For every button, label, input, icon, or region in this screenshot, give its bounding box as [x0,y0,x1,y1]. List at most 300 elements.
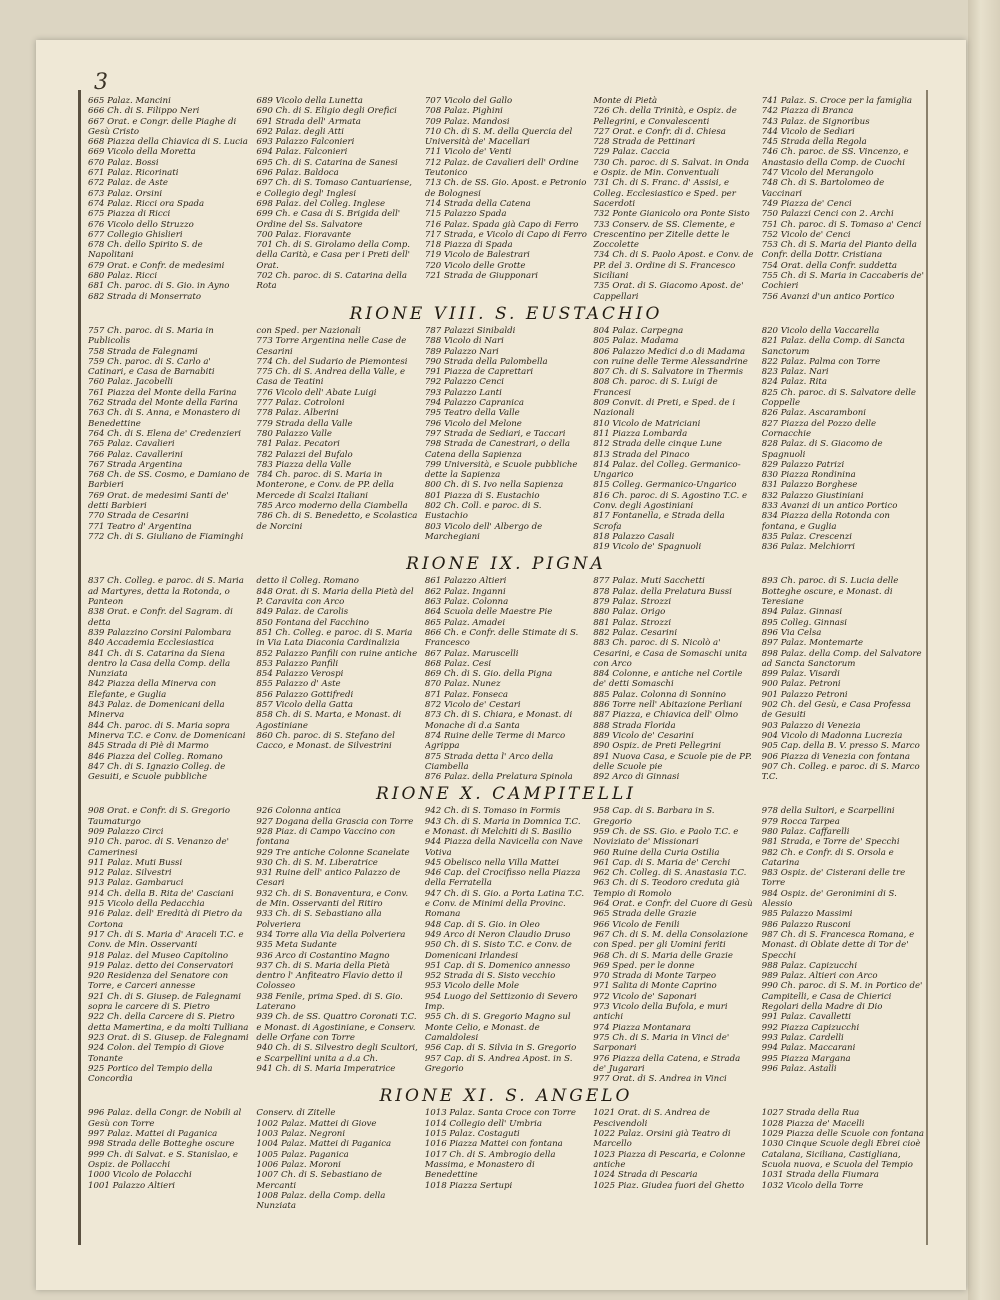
index-entry: 697 Ch. di S. Tomaso Cantuariense, e Collegio degl' Inglesi [256,178,413,199]
index-entry: 1031 Strada della Fiumara [761,1170,879,1181]
index-entry: 882 Palaz. Cesarini [593,627,678,638]
index-entry: 844 Ch. paroc. di S. Maria sopra Minerva T.C. e Conv. de Domenicani [88,720,246,741]
section-block [88,806,924,1084]
index-entry: 938 Fenile, prima Sped. di S. Gio. Laterano [256,991,403,1013]
index-column [593,576,755,782]
index-entry: 756 Avanzi d'un antico Portico [761,291,895,302]
index-entry: 853 Palazzo Panfili [256,658,339,669]
index-entry: 984 Ospiz. de' Geronimini di S. Alessio [761,888,897,910]
index-entry: 820 Vicolo della Vaccarella [761,325,880,336]
index-entry: 884 Colonne, e antiche nel Cortile de' detti Somaschi [593,669,743,690]
index-entry: 730 Ch. paroc. di S. Salvat. in Onda e Ospiz. de Min. Conventuali [593,157,750,179]
index-entry: 769 Orat. de medesimi Santi de' detti Barbieri [88,490,229,511]
index-entry: 832 Palazzo Giustiniani [761,490,864,501]
section-block [88,576,924,782]
index-entry: 734 Ch. di S. Paolo Apost. e Conv. de PP. del 3. Ordine di S. Francesco Siciliani [593,250,754,282]
index-entry: 922 Ch. della Carcere di S. Pietro detta Mamertina, e da molti Tulliana [88,1012,249,1033]
index-entry: 784 Ch. paroc. di S. Maria in Monterone, e Conv. de PP. della Mercede di Scalzi Italiani [256,470,395,501]
index-entry: 867 Palaz. Maruscelli [424,648,519,659]
index-entry: 986 Palazzo Rusconi [761,919,851,930]
index-entry: 726 Ch. della Trinità, e Ospiz. de Pellegrini, e Convalescenti [593,106,737,127]
index-entry: 812 Strada delle cinque Lune [593,439,722,450]
index-entry: 716 Palaz. Spada già Capo di Ferro [424,219,579,230]
index-entry: 911 Palaz. Muti Bussi [88,857,183,868]
index-entry: 866 Ch. e Confr. delle Stimate di S. Francesco [424,627,579,649]
index-entry: 918 Palaz. del Museo Capitolino [88,950,229,961]
index-entry: 864 Scuola delle Maestre Pie [424,607,553,618]
index-entry: 960 Ruine della Curia Ostilia [593,847,720,858]
index-entry: 998 Strada delle Botteghe oscure [88,1139,235,1150]
index-entry: 816 Ch. paroc. di S. Agostino T.C. e Conv. degli Agostiniani [593,490,748,511]
index-entry: 768 Ch. de SS. Cosmo, e Damiano de Barbieri [88,470,250,491]
index-entry: 970 Strada di Monte Tarpeo [593,971,717,982]
index-entry: 993 Palaz. Cardelli [761,1032,844,1043]
index-entry: 676 Vicolo dello Struzzo [88,219,194,230]
index-entry: 855 Palazzo d' Aste [256,679,341,690]
index-entry: 965 Strada delle Grazie [593,909,697,920]
index-entry: 874 Ruine delle Terme di Marco Agrippa [424,730,566,752]
index-entry: 753 Ch. di S. Maria del Pianto della Confr. della Dottr. Cristiana [761,240,917,261]
index-entry: 868 Palaz. Cesi [424,658,492,669]
index-entry: 846 Piazza del Colleg. Romano [88,751,223,762]
index-entry: 932 Ch. di S. Bonaventura, e Conv. de Min. Osservanti del Ritiro [256,888,409,910]
index-entry: 717 Strada, e Vicolo di Capo di Ferro [424,229,587,240]
index-entry: 877 Palaz. Muti Sacchetti [593,576,705,587]
index-entry: 862 Palaz. Inganni [424,586,506,597]
index-entry: 758 Strada de Falegnami [88,346,198,357]
index-entry: 940 Ch. di S. Silvestro degli Scultori, e Scarpellini unita a d.a Ch. [256,1043,418,1064]
index-entry: 860 Ch. paroc. di S. Stefano del Cacco, e Monast. de Silvestrini [256,730,395,752]
index-entry: 674 Palaz. Ricci ora Spada [88,198,205,209]
index-column [762,96,924,302]
index-column [762,806,924,1084]
index-entry: 996 Palaz. della Congr. de Nobili al Gesù con Torre [88,1108,242,1129]
index-entry: 696 Palaz. Baldoca [256,168,339,179]
section-title: RIONE XI. S. ANGELO [379,1086,633,1107]
index-entry: 936 Arco di Costantino Magno [256,950,390,961]
index-entry: 841 Ch. di S. Catarina da Siena dentro la Casa della Comp. della Nunziata [88,648,231,680]
index-entry: 925 Portico del Tempio della Concordia [88,1063,213,1085]
index-entry: 927 Dogana della Grascia con Torre [256,816,414,827]
index-entry: 919 Palaz. detto dei Conservatori [88,960,234,971]
index-entry: 678 Ch. dello Spirito S. de Napolitani [88,240,203,261]
index-entry: 792 Palazzo Cenci [424,377,505,388]
index-column [425,806,587,1084]
index-entry: 818 Palazzo Casali [593,531,675,542]
index-entry: 671 Palaz. Ricorinati [88,168,179,179]
index-entry: 667 Orat. e Congr. delle Piaghe di Gesù Cristo [88,116,237,137]
index-entry: 857 Vicolo della Gatta [256,700,353,711]
index-entry: 741 Palaz. S. Croce per la famiglia [761,96,913,106]
index-column [256,576,418,782]
index-entry: 907 Ch. Colleg. e paroc. di S. Marco T.C. [761,761,920,783]
index-entry: 808 Ch. paroc. di S. Luigi de Francesi [593,377,718,398]
index-entry: 803 Vicolo dell' Albergo de Marchegiani [424,521,543,542]
index-entry: 956 Cap. di S. Silvia in S. Gregorio [424,1043,577,1054]
index-entry: 839 Palazzino Corsini Palombara [88,627,232,638]
index-column [88,96,250,302]
index-entry: 780 Palazzo Valle [256,428,333,439]
index-entry: 895 Colleg. Ginnasi [761,617,848,628]
index-entry: 835 Palaz. Crescenzi [761,531,853,542]
index-entry: 883 Ch. paroc. di S. Nicolò a' Cesarini, e Casa de Somaschi unita con Arco [593,638,748,669]
index-entry: 996 Palaz. Astalli [761,1063,837,1074]
index-entry: 701 Ch. di S. Girolamo della Comp. della Carità, e Casa per i Preti dell' Orat. [256,240,411,271]
index-column [88,326,250,553]
section-title: RIONE IX. PIGNA [406,554,606,575]
index-entry: 672 Palaz. de Aste [88,178,168,189]
index-entry: 1015 Palaz. Costaguti [424,1129,520,1140]
index-entry: 679 Orat. e Confr. de medesimi [88,260,225,271]
index-entry: Conserv. di Zitelle [256,1108,336,1119]
index-entry: 669 Vicolo della Moretta [88,147,196,158]
index-entry: 775 Ch. di S. Andrea della Valle, e Casa de Teatini [256,367,406,388]
index-entry: 964 Orat. e Confr. del Cuore di Gesù [593,899,753,910]
index-entry: 941 Ch. di S. Maria Imperatrice [256,1063,396,1074]
index-entry: 899 Palaz. Visardi [761,669,840,680]
index-entry: 909 Palazzo Circi [88,827,164,837]
index-column [256,806,418,1084]
index-entry: 762 Strada del Monte della Farina [88,398,238,409]
index-entry: 966 Vicolo de Fenili [593,919,680,930]
section-title: RIONE VIII. S. EUSTACHIO [349,303,663,324]
index-entry: 939 Ch. de SS. Quattro Coronati T.C. e Monast. di Agostiniane, e Conserv. delle Orfane con Torre [256,1012,417,1043]
index-entry: 836 Palaz. Melchiorri [761,542,856,553]
index-entry: 979 Rocca Tarpea [761,816,840,827]
index-column [593,96,755,302]
index-entry: 921 Ch. di S. Giusep. de Falegnami sopra le carcere di S. Pietro [88,991,242,1013]
index-entry: 710 Ch. di S. M. della Quercia del Università de' Macellari [424,126,573,148]
index-entry: 680 Palaz. Ricci [88,271,158,282]
index-entry: 840 Accademia Ecclesiastica [88,638,214,649]
index-entry: 865 Palaz. Amadei [424,617,506,628]
index-entry: con Sped. per Nazionali [256,325,361,336]
index-entry: 992 Piazza Capizucchi [761,1022,860,1033]
index-entry: 1006 Palaz. Moroni [256,1159,341,1170]
index-entry: 975 Ch. di S. Maria in Vinci de' Sarponari [593,1032,730,1054]
index-column [593,806,755,1084]
index-entry: 1001 Palazzo Altieri [88,1180,176,1191]
index-entry: 796 Vicolo del Melone [424,418,522,429]
index-entry: 778 Palaz. Alberini [256,408,339,419]
index-entry: 834 Piazza della Rotonda con fontana, e Guglia [761,511,890,532]
index-entry: 880 Palaz. Origo [593,607,666,618]
index-entry: 943 Ch. di S. Maria in Domnica T.C. e Monast. di Melchiti di S. Basilio [424,816,581,837]
index-entry: 1029 Piazza delle Scuole con fontana [761,1129,924,1140]
index-entry: 677 Collegio Ghislieri [88,229,183,240]
index-entry: 845 Strada di Piè di Marmo [88,741,209,752]
index-entry: 763 Ch. di S. Anna, e Monastero di Benedettine [88,408,241,429]
index-entry: 1025 Piaz. Giudea fuori del Ghetto [593,1180,745,1191]
index-entry: 838 Orat. e Confr. del Sagram. di detta [88,607,233,628]
index-entry: 1016 Piazza Mattei con fontana [424,1139,563,1150]
index-entry: 790 Strada della Palombella [424,356,548,367]
index-entry: 767 Strada Argentina [88,459,183,470]
index-column [256,1108,418,1211]
index-entry: 980 Palaz. Caffarelli [761,827,850,837]
index-entry: 961 Cap. di S. Maria de' Cerchi [593,857,731,868]
index-entry: 1008 Palaz. della Comp. della Nunziata [256,1190,386,1212]
index-entry: Monte di Pietà [593,96,658,106]
index-column [762,576,924,782]
index-entry: 690 Ch. di S. Eligio degli Orefici [256,106,397,117]
index-entry: 976 Piazza della Catena, e Strada de' Jugarari [593,1053,741,1074]
index-entry: 903 Palazzo di Venezia [761,720,861,731]
rione-sections [88,303,924,1211]
index-entry: 689 Vicolo della Lunetta [256,96,363,106]
index-entry: 937 Ch. di S. Maria della Pietà dentro l' Anfiteatro Flavio detto il Colosseo [256,960,403,992]
index-entry: 894 Palaz. Ginnasi [761,607,843,618]
index-entry: 764 Ch. di S. Elena de' Credenzieri [88,428,242,439]
intro-block [88,96,924,302]
index-entry: 681 Ch. paroc. di S. Gio. in Ayno [88,281,230,292]
index-entry: 876 Palaz. della Prelatura Spinola [424,772,573,783]
index-entry: 821 Palaz. della Comp. di Sancta Sanctorum [761,336,905,357]
index-entry: 931 Ruine dell' antico Palazzo de Cesari [256,868,401,889]
index-entry: 800 Ch. di S. Ivo nella Sapienza [424,480,564,491]
index-entry: 997 Palaz. Mattei di Paganica [88,1129,218,1140]
index-entry: 788 Vicolo di Nari [424,336,504,347]
index-entry: 898 Palaz. della Comp. del Salvatore ad Sancta Sanctorum [761,648,922,669]
index-entry: 742 Piazza di Branca [761,106,854,117]
index-entry: 1032 Vicolo della Torre [761,1180,864,1191]
index-entry: 694 Palaz. Falconieri [256,147,348,158]
index-entry: 900 Palaz. Petroni [761,679,841,690]
index-entry: 787 Palazzi Sinibaldi [424,325,516,336]
index-entry: 870 Palaz. Nunez [424,679,501,690]
book-gutter [968,0,1000,1300]
index-entry: 732 Ponte Gianicolo ora Ponte Sisto [593,209,750,220]
index-entry: 707 Vicolo del Gallo [424,96,513,106]
index-entry: 804 Palaz. Carpegna [593,325,684,336]
index-entry: 842 Piazza della Minerva con Elefante, e Guglia [88,679,217,700]
index-entry: 665 Palaz. Mancini [88,96,171,106]
index-entry: 754 Orat. della Confr. suddetta [761,260,898,271]
index-entry: 848 Orat. di S. Maria della Pietà del P. Caravita con Arco [256,586,414,608]
index-entry: 779 Strada della Valle [256,418,353,429]
index-entry: 858 Ch. di S. Marta, e Monast. di Agostiniane [256,710,402,731]
index-entry: 750 Palazzi Cenci con 2. Archi [761,209,894,220]
index-entry: 673 Palaz. Orsini [88,188,163,199]
index-entry: 1005 Palaz. Paganica [256,1149,349,1160]
index-entry: 872 Vicolo de' Cestari [424,700,521,711]
index-entry: 886 Torre nell' Abitazione Perliani [593,700,743,711]
index-entry: 926 Colonna antica [256,806,341,817]
index-entry: 906 Piazza di Venezia con fontana [761,751,910,762]
index-entry: 745 Strada della Regola [761,137,867,148]
index-entry: 727 Orat. e Confr. di d. Chiesa [593,126,726,137]
index-entry: 668 Piazza della Chiavica di S. Lucia [88,137,248,148]
index-entry: 829 Palazzo Patrizi [761,459,845,470]
index-entry: 1000 Vicolo de Polacchi [88,1170,192,1181]
index-entry: 954 Luogo del Settizonio di Severo Imp. [424,991,578,1013]
index-entry: 819 Vicolo de' Spagnuoli [593,542,702,553]
index-entry: 974 Piazza Montanara [593,1022,691,1033]
index-entry: 896 Via Celsa [761,627,822,638]
index-entry: 863 Palaz. Colonna [424,597,509,608]
index-entry: 968 Ch. di S. Maria delle Grazie [593,950,733,961]
index-entry: 990 Ch. paroc. di S. M. in Portico de' Campitelli, e Casa de Chierici Regolari della Madre di Dio [761,981,923,1013]
index-entry: 702 Ch. paroc. di S. Catarina della Rota [256,271,408,292]
index-entry: 983 Ospiz. de' Cisterani delle tre Torre [761,868,906,889]
index-entry: 952 Strada di S. Sisto vecchio [424,971,556,982]
index-entry: 905 Cap. della B. V. presso S. Marco [761,741,920,752]
index-entry: 985 Palazzo Massimi [761,909,853,920]
index-entry: 777 Palaz. Cotroloni [256,398,345,409]
index-column [256,326,418,553]
index-entry: 789 Palazzo Nari [424,346,499,357]
index-entry: 934 Torre alla Via della Polveriera [256,929,406,940]
index-entry: 933 Ch. di S. Sebastiano alla Polveriera [256,909,382,930]
index-entry: 995 Piazza Margana [761,1053,851,1064]
index-entry: 893 Ch. paroc. di S. Lucia delle Botteghe oscure, e Monast. di Teresiane [761,576,899,608]
index-entry: 810 Vicolo de Matriciani [593,418,701,429]
index-entry: 991 Palaz. Cavalletti [761,1012,852,1023]
index-entry: 1007 Ch. di S. Sebastiano de Mercanti [256,1170,382,1191]
index-entry: 833 Avanzi di un antico Portico [761,500,898,511]
index-entry: 953 Vicolo delle Mole [424,981,520,992]
index-entry: 994 Palaz. Maccarani [761,1043,856,1054]
index-entry: 770 Strada de Cesarini [88,511,189,522]
index-entry: 1022 Palaz. Orsini già Teatro di Marcello [593,1129,731,1150]
index-column [593,326,755,553]
index-entry: 822 Palaz. Palma con Torre [761,356,881,367]
index-entry: 910 Ch. paroc. di S. Venanzo de' Camerinesi [88,837,229,858]
index-entry: 948 Cap. di S. Gio. in Oleo [424,919,540,930]
index-entry: 901 Palazzo Petroni [761,689,848,700]
index-entry: 843 Palaz. de Domenicani della Minerva [88,700,225,721]
index-entry: 719 Vicolo de Balestrari [424,250,530,261]
index-entry: 795 Teatro della Valle [424,408,520,419]
index-entry: 759 Ch. paroc. di S. Carlo a' Catinari, e Casa de Barnabiti [88,356,215,378]
index-entry: 731 Ch. di S. Franc. d' Assisi, e Colleg. Ecclesiastico e Sped. per Sacerdoti [593,178,736,209]
index-entry: 729 Palaz. Caccia [593,147,670,158]
index-entry: 831 Palazzo Borghese [761,480,858,491]
index-entry: 915 Vicolo della Pedacchia [88,899,205,910]
index-entry: 786 Ch. di S. Benedetto, e Scolastica de Norcini [256,511,418,532]
index-entry: 892 Arco di Ginnasi [593,772,680,783]
index-entry: 776 Vicolo dell' Abate Luigi [256,387,377,398]
index-entry: 878 Palaz. della Prelatura Bussi [593,586,732,597]
index-column [425,326,587,553]
index-entry: 957 Cap. di S. Andrea Apost. in S. Gregorio [424,1053,573,1074]
index-entry: 720 Vicolo delle Grotte [424,260,526,271]
index-entry: 666 Ch. di S. Filippo Neri [88,106,200,117]
index-entry: 917 Ch. di S. Maria d' Araceli T.C. e Conv. de Min. Osservanti [88,929,244,951]
index-entry: detto il Colleg. Romano [256,576,359,587]
index-entry: 828 Palaz. di S. Giacomo de Spagnuoli [761,439,883,460]
index-entry: 824 Palaz. Rita [761,377,827,388]
index-entry: 830 Piazza Rondinina [761,470,856,481]
index-entry: 1002 Palaz. Mattei di Giove [256,1118,377,1129]
index-entry: 766 Palaz. Cavallerini [88,449,183,460]
index-entry: 785 Arco moderno della Ciambella [256,500,408,511]
index-entry: 799 Università, e Scuole pubbliche dette la Sapienza [424,459,578,481]
index-entry: 924 Colon. del Tempio di Giove Tonante [88,1043,225,1064]
index-entry: 794 Palazzo Capranica [424,398,524,409]
index-entry: 916 Palaz. dell' Eredità di Pietro da Cortona [88,909,243,930]
index-entry: 946 Cap. del Crocifisso nella Piazza della Ferratella [424,868,581,889]
index-entry: 825 Ch. paroc. di S. Salvatore delle Coppelle [761,387,917,409]
index-entry: 890 Ospiz. de Preti Pellegrini [593,741,721,752]
index-entry: 1017 Ch. di S. Ambrogio della Massima, e Monastero di Benedettine [424,1149,556,1181]
index-entry: 751 Ch. paroc. di S. Tomaso a' Cenci [761,219,922,230]
index-entry: 692 Palaz. degli Atti [256,126,344,137]
index-entry: 869 Ch. di S. Gio. della Pigna [424,669,553,680]
right-frame-rule [926,90,928,1245]
index-entry: 944 Piazza della Navicella con Nave Votiva [424,837,583,858]
index-entry: 718 Piazza di Spada [424,240,513,251]
index-entry: 989 Palaz. Altieri con Arco [761,971,878,982]
index-entry: 897 Palaz. Montemarte [761,638,864,649]
index-entry: 978 della Sultori, e Scarpellini [761,806,895,817]
section-title: RIONE X. CAMPITELLI [376,784,636,805]
index-entry: 749 Piazza de' Cenci [761,198,852,209]
index-entry: 959 Ch. de SS. Gio. e Paolo T.C. e Noviziato de' Missionari [593,827,739,848]
index-entry: 823 Palaz. Nari [761,367,829,378]
index-entry: 849 Palaz. de Carolis [256,607,349,618]
index-entry: 744 Vicolo de Sediari [761,126,855,137]
index-entry: 891 Nuova Casa, e Scuole pie de PP. delle Scuole pie [593,751,752,772]
index-entry: 871 Palaz. Fonseca [424,689,508,700]
index-entry: 711 Vicolo de' Venti [424,147,512,158]
index-entry: 1024 Strada di Pescaria [593,1170,698,1181]
index-entry: 972 Vicolo de' Saponari [593,991,697,1002]
index-entry: 912 Palaz. Silvestri [88,868,172,879]
index-entry: 1014 Collegio dell' Umbria [424,1118,542,1129]
index-entry: 963 Ch. di S. Teodoro creduta già Tempio di Romolo [593,878,740,899]
index-entry: 713 Ch. de SS. Gio. Apost. e Petronio de Bolognesi [424,178,587,199]
index-column [762,326,924,553]
index-entry: 797 Strada de Sediari, e Taccari [424,428,566,439]
index-entry: 950 Ch. di S. Sisto T.C. e Conv. de Domenicani Irlandesi [424,940,572,961]
index-entry: 733 Conserv. de SS. Clemente, e Crescentino per Zitelle dette le Zoccolette [593,219,735,251]
index-column [88,576,250,782]
index-column [593,1108,755,1211]
index-entry: 781 Palaz. Pecatori [256,439,340,450]
index-entry: 809 Convit. di Preti, e Sped. de i Nazionali [593,398,736,419]
index-entry: 923 Orat. di S. Giusep. de Falegnami [88,1032,249,1043]
index-entry: 928 Piaz. di Campo Vaccino con fontana [256,827,396,848]
index-entry: 747 Vicolo del Merangolo [761,168,874,179]
index-entry: 755 Ch. di S. Maria in Caccaberis de' Cochieri [761,271,924,292]
index-entry: 827 Piazza del Pozzo delle Cornacchie [761,418,877,439]
index-entry: 955 Ch. di S. Gregorio Magno sul Monte Celio, e Monast. de Camaldolesi [424,1012,571,1043]
index-entry: 748 Ch. di S. Bartolomeo de Vaccinari [761,178,885,199]
index-entry: 889 Vicolo de' Cesarini [593,730,694,741]
index-entry: 887 Piazza, e Chiavica dell' Olmo [593,710,739,721]
index-entry: 746 Ch. paroc. de SS. Vincenzo, e Anastasio della Comp. de Cuochi [761,147,909,168]
index-entry: 958 Cap. di S. Barbara in S. Gregorio [593,806,715,827]
index-entry: 815 Colleg. Germanico-Ungarico [593,480,737,491]
index-entry: 708 Palaz. Pighini [424,106,503,117]
index-entry: 908 Orat. e Confr. di S. Gregorio Taumaturgo [88,806,231,827]
index-entry: 715 Palazzo Spada [424,209,507,220]
index-entry: 973 Vicolo della Bufola, e muri antichi [593,1002,728,1023]
index-entry: 1027 Strada della Rua [761,1108,860,1119]
index-entry: 802 Ch. Coll. e paroc. di S. Eustachio [424,500,542,522]
index-entry: 942 Ch. di S. Tomaso in Formis [424,806,561,817]
index-entry: 951 Cap. di S. Domenico annesso [424,960,571,971]
index-entry: 850 Fontana del Facchino [256,617,369,628]
index-entry: 783 Piazza della Valle [256,459,352,470]
index-entry: 1023 Piazza di Pescaria, e Colonne antiche [593,1149,746,1170]
index-entry: 714 Strada della Catena [424,198,531,209]
index-column [425,1108,587,1211]
index-entry: 920 Residenza del Senatore con Torre, e Carceri annesse [88,971,229,992]
index-entry: 695 Ch. di S. Catarina de Sanesi [256,157,398,168]
page-number: 3 [94,70,108,95]
